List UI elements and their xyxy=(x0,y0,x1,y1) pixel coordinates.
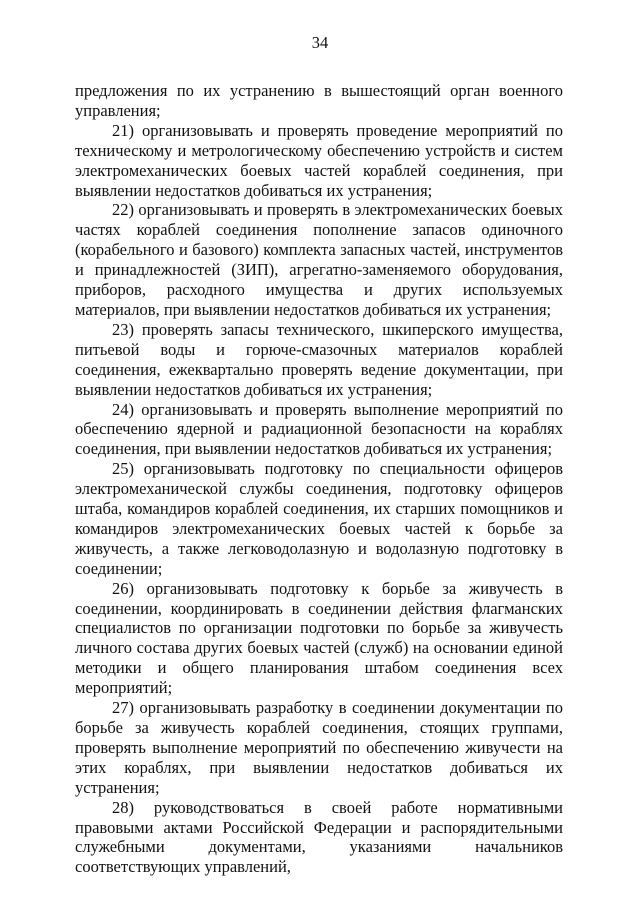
paragraph-item-22: 22) организовывать и проверять в электромеханических боевых частях кораблей соединения пополнение запасов одиночного (корабельного и базового) комплекта запасных частей, инструментов и принадлежностей (ЗИП), агрегатно-заменяемого оборудования, приборов, расходного имущества и других используемых материалов, при выявлении недостатков добиваться их устранения; xyxy=(75,200,563,319)
paragraph-item-21: 21) организовывать и проверять проведение мероприятий по техническому и метрологическому обеспечению устройств и систем электромеханических боевых частей кораблей соединения, при выявлении недостатков добиваться их устранения; xyxy=(75,120,563,200)
paragraph-item-27: 27) организовывать разработку в соединении документации по борьбе за живучесть кораблей соединения, стоящих группами, проверять выполнение мероприятий по обеспечению живучести на этих кораблях, при выявлении недостатков добиваться их устранения; xyxy=(75,698,563,797)
paragraph-item-25: 25) организовывать подготовку по специальности офицеров электромеханической службы соединения, подготовку офицеров штаба, командиров кораблей соединения, их старших помощников и командиров электромеханических боевых частей к борьбе за живучесть, а также легководолазную и водолазную подготовку в соединении; xyxy=(75,459,563,578)
paragraph-item-23: 23) проверять запасы технического, шкиперского имущества, питьевой воды и горюче-смазочных материалов кораблей соединения, ежеквартально проверять ведение документации, при выявлении недостатков добиваться их устранения; xyxy=(75,319,563,399)
page-number: 34 xyxy=(311,33,329,52)
paragraph-item-24: 24) организовывать и проверять выполнение мероприятий по обеспечению ядерной и радиационной безопасности на кораблях соединения, при выявлении недостатков добиваться их устранения; xyxy=(75,399,563,459)
document-body xyxy=(75,81,563,877)
paragraph-continuation: предложения по их устранению в вышестоящий орган военного управления; xyxy=(75,81,563,120)
paragraph-item-26: 26) организовывать подготовку к борьбе за живучесть в соединении, координировать в соединении действия флагманских специалистов по организации подготовки по борьбе за живучесть личного состава других боевых частей (служб) на основании единой методики и общего планирования штабом соединения всех мероприятий; xyxy=(75,578,563,698)
paragraph-item-28: 28) руководствоваться в своей работе нормативными правовыми актами Российской Федерации и распорядительными служебными документами, указаниями начальников соответствующих управлений, xyxy=(75,797,563,877)
